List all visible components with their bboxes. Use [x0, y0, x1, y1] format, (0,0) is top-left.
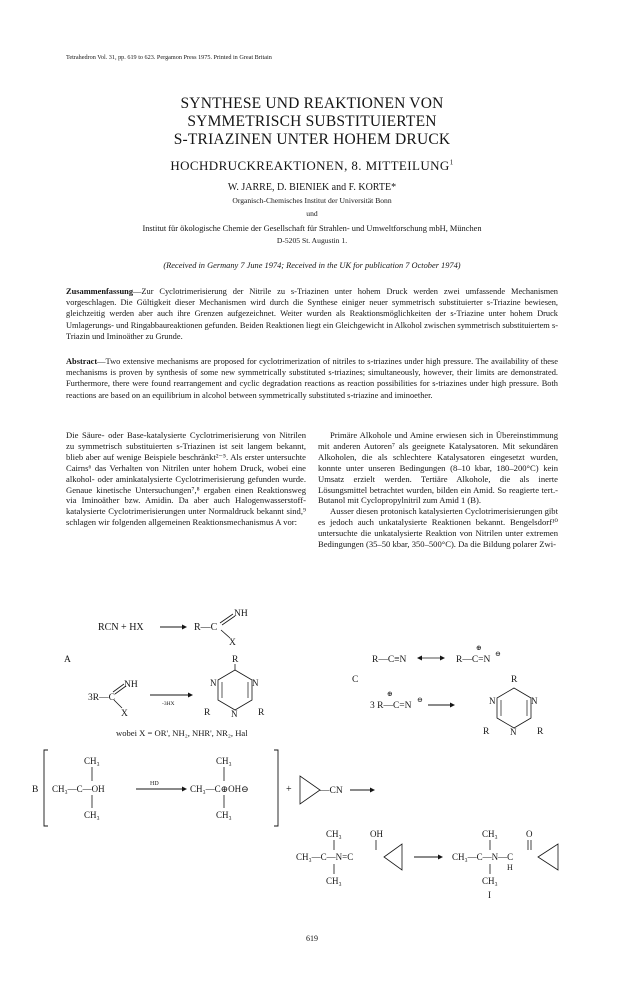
svg-text:R—C=N: R—C=N	[456, 655, 491, 665]
zusammenfassung: Zusammenfassung—Zur Cyclotrimerisierung der Nitrile zu s-Triazinen unter hohem Druck werden zwei umfassende Mechanismen vorgeschlagen. Die Gültigkeit dieser Mechanismen wird durch die Synthese einiger neuer symmetrisch substituierter s-Triazine bewiesen, gleichzeitig werden aber auch ihre Grenzen aufgezeichnet. Weiter wurden als Reaktionsmöglichkeiten der s-Triazine unter hohem Druck Umlagerungs- und Ringabbaureaktionen gefunden. Beiden Reaktionen liegt ein Gleichgewicht in Alkohol zwischen symmetrisch substituiertem s-Triazin und Iminoäther zu Grunde.	[66, 287, 558, 341]
svg-text:CH₃—C—N=C: CH₃—C—N=C	[296, 852, 354, 862]
title-line-1: SYNTHESE UND REAKTIONEN VON	[180, 95, 444, 112]
svg-text:R: R	[204, 708, 211, 718]
authors: W. JARRE, D. BIENIEK and F. KORTE*	[227, 182, 397, 193]
svg-text:CH₃: CH₃	[216, 756, 232, 766]
svg-text:NH: NH	[234, 609, 248, 619]
svg-text:RCN + HX: RCN + HX	[98, 622, 144, 633]
wobei-definition: wobei X = OR', NH₂, NHR', NR₂, Hal	[116, 728, 248, 738]
column-right	[318, 430, 558, 550]
svg-text:I: I	[488, 890, 491, 900]
svg-text:N: N	[489, 696, 496, 706]
svg-text:⊖: ⊖	[417, 696, 423, 704]
svg-text:NH: NH	[124, 680, 138, 690]
svg-text:H: H	[507, 863, 513, 872]
affiliation-und: und	[306, 209, 318, 218]
svg-text:N: N	[510, 727, 517, 737]
svg-text:CH₃: CH₃	[482, 876, 498, 886]
svg-text:HD: HD	[150, 781, 159, 787]
triazine-top-r: R	[232, 655, 239, 665]
svg-text:O: O	[526, 829, 533, 839]
svg-text:R: R	[537, 727, 544, 737]
svg-text:3R—C: 3R—C	[88, 693, 115, 703]
amidine-reactant	[88, 680, 138, 719]
svg-text:R—C≡N: R—C≡N	[372, 655, 407, 665]
svg-text:C: C	[352, 675, 359, 685]
column-right-para-2: Ausser diesen protonisch katalysierten Cyclotrimerisierungen gibt es jedoch auch unkatalysierte Reaktionen bekannt. Bengelsdorf¹⁰ untersuchte die unkatalysierte Reaktion von Nitrilen unter extremen Bedingungen (35–50 kbar, 350–500°C). Da die Bildung polarer Zwi-	[318, 506, 558, 550]
svg-text:N: N	[252, 678, 259, 688]
svg-text:CH₃: CH₃	[216, 810, 232, 820]
zusammenfassung-label: Zusammenfassung	[66, 287, 134, 296]
svg-text:⊕: ⊕	[476, 644, 482, 652]
svg-text:CH₃: CH₃	[326, 829, 342, 839]
svg-text:N: N	[531, 696, 538, 706]
affiliation-munich: Institut für ökologische Chemie der Gesellschaft für Strahlen- und Umweltforschung mbH, München	[142, 224, 482, 233]
svg-text:CH₃—C—OH: CH₃—C—OH	[52, 784, 105, 794]
title-line-2: SYMMETRISCH SUBSTITUIERTEN	[187, 113, 437, 130]
svg-text:CH₃: CH₃	[84, 810, 100, 820]
svg-text:N: N	[210, 678, 217, 688]
svg-text:+: +	[286, 784, 292, 795]
svg-text:CH₃: CH₃	[326, 876, 342, 886]
column-left	[66, 430, 306, 528]
received-dates: (Received in Germany 7 June 1974; Received in the UK for publication 7 October 1974)	[163, 261, 461, 270]
svg-text:3 R—C=N: 3 R—C=N	[370, 701, 412, 711]
page-number: 619	[306, 934, 318, 943]
abstract-label: Abstract	[66, 357, 98, 366]
reaction-schemes	[0, 600, 624, 900]
svg-text:CH₃: CH₃	[482, 829, 498, 839]
svg-text:CH₃—C⊕OH⊖: CH₃—C⊕OH⊖	[190, 784, 249, 794]
affiliation-bonn: Organisch-Chemisches Institut der Universität Bonn	[232, 196, 392, 205]
scheme-b-intermediate	[296, 829, 402, 886]
svg-text:—CN: —CN	[320, 786, 343, 796]
svg-text:X: X	[121, 709, 128, 719]
scheme-c	[352, 644, 544, 737]
triazine-ring-left	[204, 664, 265, 719]
svg-text:R: R	[258, 708, 265, 718]
svg-text:N: N	[231, 709, 238, 719]
minus-3hx: -3HX	[162, 701, 175, 707]
svg-text:R: R	[511, 675, 518, 685]
affiliation-augustin: D-5205 St. Augustin 1.	[276, 236, 348, 245]
svg-text:⊖: ⊖	[495, 650, 501, 658]
abstract: Abstract—Two extensive mechanisms are proposed for cyclotrimerization of nitriles to s-triazines under high pressure. The availability of these mechanisms is proven by synthesis of some new symmetrically substituted s-triazines; simultaneously, however, their limits are demonstrated. Furthermore, there were found rearrangement and cyclic degradation reactions as reaction possibilities for s-triazines under high pressure. Both reactions are based on an equilibrium in alcohol between symmetrically substituted s-triazine and iminoether.	[66, 357, 558, 400]
column-right-para-1: Primäre Alkohole und Amine erwiesen sich in Übereinstimmung mit anderen Autoren⁷ als geeignete Katalysatoren. Mit sekundären Alkoholen, die als schlechtere Katalysatoren eingesetzt wurden, konnte unter unseren Bedingungen (8–10 kbar, 180–200°C) kein Umsatz erzielt werden. Tertiäre Alkohole, die als inerte Lösungsmittel betrachtet wurden, bilden ein Amid. So reagierte tert.-Butanol mit Cyclopropylnitril zum Amid 1 (B).	[318, 430, 558, 506]
scheme-label-a: A	[64, 655, 71, 665]
amide-product-1	[452, 829, 558, 900]
svg-text:R—C: R—C	[194, 622, 218, 633]
subtitle: HOCHDRUCKREAKTIONEN, 8. MITTEILUNG$^1$	[170, 158, 454, 173]
scheme-a-equation	[98, 609, 248, 648]
svg-text:X: X	[229, 638, 236, 648]
svg-text:B: B	[32, 785, 39, 795]
scheme-b	[32, 750, 375, 826]
svg-text:R: R	[483, 727, 490, 737]
journal-citation: Tetrahedron Vol. 31, pp. 619 to 623. Pergamon Press 1975. Printed in Great Britain	[66, 54, 272, 61]
svg-text:⊕: ⊕	[387, 690, 393, 698]
column-left-text: Die Säure- oder Base-katalysierte Cyclotrimerisierung von Nitrilen zu symmetrisch substituierten s-Triazinen ist seit langem bekannt, blieb aber auf wenige Beispiele beschränkt²⁻⁵. Als erster untersuchte Cairns⁶ das Verhalten von Nitrilen unter hohem Druck, wobei eine alkohol- oder aminkatalysierte Cyclotrimerisierung gefunden wurde. Genaue kinetische Untersuchungen⁷,⁸ ergaben einen Reaktionsweg via Iminoäther bzw. Amidin. Da aber auch Halogenwasserstoff-katalysierte Cyclotrimerisierungen unter Normaldruck bekannt sind,⁹ schlagen wir folgenden allgemeinen Reaktionsmechanismus A vor:	[66, 430, 306, 528]
svg-text:OH: OH	[370, 829, 383, 839]
title-line-3: S-TRIAZINEN UNTER HOHEM DRUCK	[173, 131, 451, 148]
svg-text:CH₃: CH₃	[84, 756, 100, 766]
svg-text:CH₃—C—N—C: CH₃—C—N—C	[452, 852, 514, 862]
